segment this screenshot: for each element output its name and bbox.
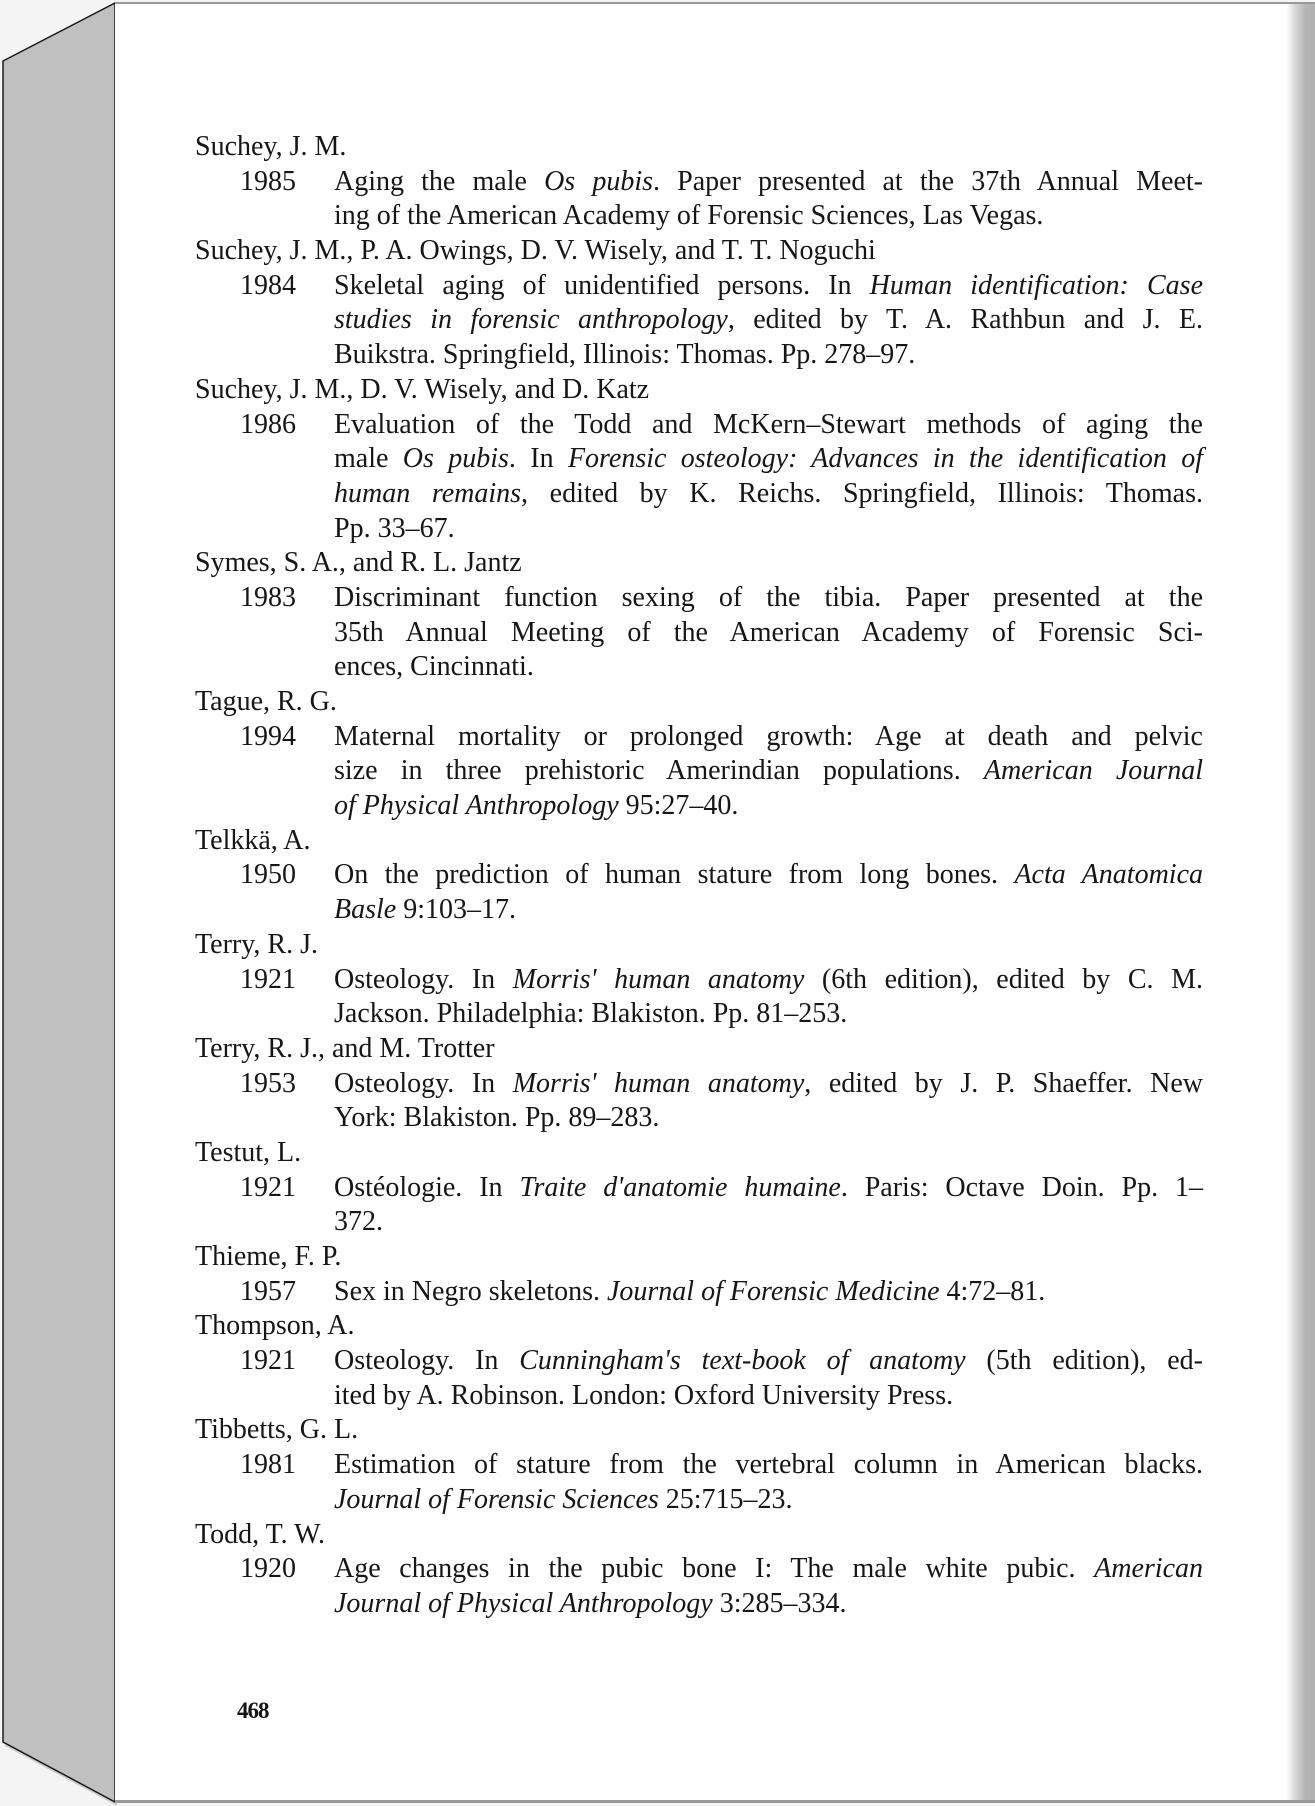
entry-line: [195, 1379, 1203, 1414]
entry-line: [195, 858, 1203, 893]
entry-author: Thieme, F. P.: [195, 1241, 342, 1272]
entry-line: [195, 1275, 1203, 1310]
italic-title: Traite d'anatomie humaine: [519, 1171, 841, 1203]
entry-line: [195, 997, 1203, 1032]
entry-text: [334, 1171, 1203, 1206]
entry-author: Tibbetts, G. L.: [195, 1414, 359, 1446]
text-segment: Skeletal aging of unidentified persons. In: [334, 269, 870, 301]
text-segment: 9:103–17.: [396, 894, 516, 926]
entry-line: [195, 1205, 1203, 1240]
entry-line: [195, 1101, 1203, 1136]
entry-line: [195, 1483, 1203, 1518]
entry-line: [195, 442, 1203, 477]
entry-text: [334, 269, 1203, 304]
italic-title: Human identification: Case: [869, 269, 1204, 301]
entry-author: Suchey, J. M.: [195, 131, 347, 162]
text-segment: Evaluation of the Todd and McKern–Stewart methods of aging the: [334, 408, 1203, 440]
entry-line: [195, 754, 1203, 789]
entry-author: Suchey, J. M., D. V. Wisely, and D. Katz: [195, 373, 650, 405]
text-segment: 25:715–23.: [658, 1483, 793, 1515]
entry-line: [195, 893, 1203, 928]
text-segment: ing of the American Academy of Forensic Sciences, Las Vegas.: [334, 200, 1044, 232]
entry-text: [334, 1067, 1203, 1102]
entry-year: 1921: [240, 1345, 296, 1377]
spine-face: [3, 3, 115, 1802]
italic-title: studies in forensic anthropology: [334, 304, 728, 336]
entry-text: [334, 963, 1203, 998]
entry-author: Suchey, J. M., P. A. Owings, D. V. Wisely, and T. T. Noguchi: [195, 235, 876, 267]
entry-line: [195, 1171, 1203, 1206]
entry-year: 1983: [240, 581, 296, 613]
entry-line: [195, 1448, 1203, 1483]
entry-text: [334, 616, 1203, 651]
entry-text: [334, 1344, 1203, 1379]
italic-title: Cunningham's text-book of anatomy: [519, 1345, 966, 1377]
text-segment: Sex in Negro skeletons.: [334, 1275, 607, 1307]
text-segment: , edited by T. A. Rathbun and J. E.: [727, 304, 1204, 336]
entry-text: [334, 997, 1203, 1032]
entry-year: 1920: [240, 1553, 296, 1585]
text-segment: . In: [508, 443, 568, 475]
bibliography-entry: [195, 1136, 1203, 1240]
text-segment: . Paris: Octave Doin. Pp. 1–: [840, 1171, 1203, 1203]
entry-year: 1953: [240, 1067, 296, 1099]
italic-title: Journal of Forensic Medicine: [606, 1275, 940, 1307]
entry-text: [334, 789, 1203, 824]
entry-line: [195, 1587, 1203, 1622]
entry-author: Testut, L.: [195, 1136, 302, 1168]
entry-text: [334, 581, 1203, 616]
entry-text: [334, 1483, 1203, 1518]
entry-year: 1994: [240, 720, 296, 752]
text-segment: 95:27–40.: [618, 790, 739, 822]
italic-title: of Physical Anthropology: [334, 790, 619, 822]
page-edge-shadow: [1287, 4, 1315, 1800]
entry-year: 1985: [240, 165, 296, 197]
bibliography-entry: [195, 1032, 1203, 1136]
italic-title: Journal of Forensic Sciences: [334, 1483, 659, 1515]
text-segment: York: Blakiston. Pp. 89–283.: [334, 1102, 660, 1134]
entry-author: Symes, S. A., and R. L. Jantz: [195, 547, 522, 579]
bibliography-entry: [195, 373, 1203, 546]
entry-text: [334, 1448, 1203, 1483]
bibliography-entry: [195, 928, 1203, 1032]
book-page: [115, 2, 1315, 1803]
bibliography-entry: [195, 1309, 1203, 1413]
text-segment: Estimation of stature from the vertebral column in American blacks.: [334, 1449, 1203, 1481]
text-segment: male: [334, 443, 403, 475]
bibliography-list: [195, 130, 1203, 1622]
entry-text: [334, 1379, 1203, 1414]
entry-line: [195, 165, 1203, 200]
entry-text: [334, 408, 1203, 443]
text-segment: 3:285–334.: [712, 1587, 847, 1619]
bibliography-entry: [195, 234, 1203, 373]
italic-title: Os pubis: [544, 165, 654, 197]
bibliography-entry: [195, 130, 1203, 234]
bibliography-entry: [195, 1413, 1203, 1517]
italic-title: Morris' human anatomy: [512, 1067, 805, 1099]
entry-line: [195, 512, 1203, 547]
entry-text: [334, 858, 1203, 893]
text-segment: Osteology. In: [334, 1067, 513, 1099]
entry-author: Terry, R. J., and M. Trotter: [195, 1032, 495, 1064]
entry-line: [195, 963, 1203, 998]
entry-text: [334, 893, 1203, 928]
entry-year: 1984: [240, 269, 296, 301]
text-segment: On the prediction of human stature from long bones.: [334, 859, 1015, 891]
entry-text: [334, 512, 1203, 547]
entry-text: [334, 1587, 1203, 1622]
text-segment: , edited by K. Reichs. Springfield, Illinois: Thomas.: [521, 477, 1203, 509]
entry-line: [195, 408, 1203, 443]
entry-line: [195, 581, 1203, 616]
bibliography-entry: [195, 824, 1203, 928]
text-segment: Jackson. Philadelphia: Blakiston. Pp. 81–253.: [334, 998, 848, 1030]
entry-author: Telkkä, A.: [195, 824, 311, 856]
entry-year: 1957: [240, 1275, 296, 1307]
text-segment: size in three prehistoric Amerindian populations.: [334, 755, 984, 787]
italic-title: American Journal: [983, 755, 1203, 787]
entry-text: [334, 720, 1203, 755]
entry-year: 1950: [240, 859, 296, 891]
entry-author: Todd, T. W.: [195, 1518, 326, 1550]
entry-year: 1921: [240, 1171, 296, 1203]
italic-title: Forensic osteology: Advances in the identification of: [567, 443, 1203, 475]
text-segment: , edited by J. P. Shaeffer. New: [804, 1067, 1204, 1099]
entry-text: [334, 650, 1203, 685]
entry-author: Thompson, A.: [195, 1310, 355, 1342]
entry-author: Tague, R. G.: [195, 686, 337, 717]
entry-line: [195, 1067, 1203, 1102]
entry-text: [334, 1205, 1203, 1240]
entry-line: [195, 720, 1203, 755]
entry-text: [334, 338, 1203, 373]
text-segment: ited by A. Robinson. London: Oxford University Press.: [334, 1379, 954, 1411]
entry-line: [195, 789, 1203, 824]
italic-title: human remains: [334, 477, 522, 509]
italic-title: Morris' human anatomy: [512, 963, 805, 995]
entry-text: [334, 477, 1203, 512]
text-segment: Age changes in the pubic bone I: The male white pubic.: [334, 1553, 1095, 1585]
entry-line: [195, 650, 1203, 685]
text-segment: ences, Cincinnati.: [334, 651, 534, 683]
text-segment: Osteology. In: [334, 1345, 520, 1377]
entry-line: [195, 1552, 1203, 1587]
entry-line: [195, 303, 1203, 338]
entry-text: [334, 1552, 1203, 1587]
italic-title: American: [1094, 1553, 1203, 1585]
text-segment: Osteology. In: [334, 963, 513, 995]
entry-year: 1986: [240, 408, 296, 440]
entry-line: [195, 1344, 1203, 1379]
bibliography-entry: [195, 546, 1203, 685]
text-segment: 4:72–81.: [939, 1275, 1046, 1307]
entry-author: Terry, R. J.: [195, 928, 318, 960]
text-segment: . Paper presented at the 37th Annual Meet-: [653, 165, 1204, 197]
entry-year: 1981: [240, 1449, 296, 1481]
entry-year: 1921: [240, 963, 296, 995]
page-number: 468: [237, 1698, 269, 1723]
entry-text: [334, 199, 1203, 234]
entry-line: [195, 269, 1203, 304]
text-segment: 35th Annual Meeting of the American Academy of Forensic Sci-: [334, 616, 1203, 648]
text-segment: 372.: [334, 1206, 383, 1238]
text-segment: Discriminant function sexing of the tibia. Paper presented at the: [334, 581, 1203, 613]
text-segment: Pp. 33–67.: [334, 512, 455, 544]
italic-title: Basle: [334, 894, 397, 926]
text-segment: Ostéologie. In: [334, 1171, 520, 1203]
italic-title: Os pubis: [402, 443, 509, 475]
text-segment: Aging the male: [334, 165, 545, 197]
entry-line: [195, 338, 1203, 373]
text-segment: (5th edition), ed-: [965, 1345, 1203, 1377]
entry-text: [334, 1101, 1203, 1136]
entry-text: [334, 303, 1203, 338]
italic-title: Journal of Physical Anthropology: [334, 1587, 713, 1619]
italic-title: Acta Anatomica: [1014, 859, 1203, 891]
entry-text: [334, 1275, 1203, 1310]
text-segment: Buikstra. Springfield, Illinois: Thomas. Pp. 278–97.: [334, 339, 916, 371]
entry-text: [334, 442, 1203, 477]
entry-line: [195, 199, 1203, 234]
entry-line: [195, 616, 1203, 651]
text-segment: (6th edition), edited by C. M.: [804, 963, 1203, 995]
entry-text: [334, 754, 1203, 789]
bibliography-entry: [195, 685, 1203, 824]
text-segment: Maternal mortality or prolonged growth: Age at death and pelvic: [334, 720, 1203, 752]
entry-text: [334, 165, 1203, 200]
entry-line: [195, 477, 1203, 512]
bibliography-entry: [195, 1240, 1203, 1309]
bibliography-entry: [195, 1518, 1203, 1622]
